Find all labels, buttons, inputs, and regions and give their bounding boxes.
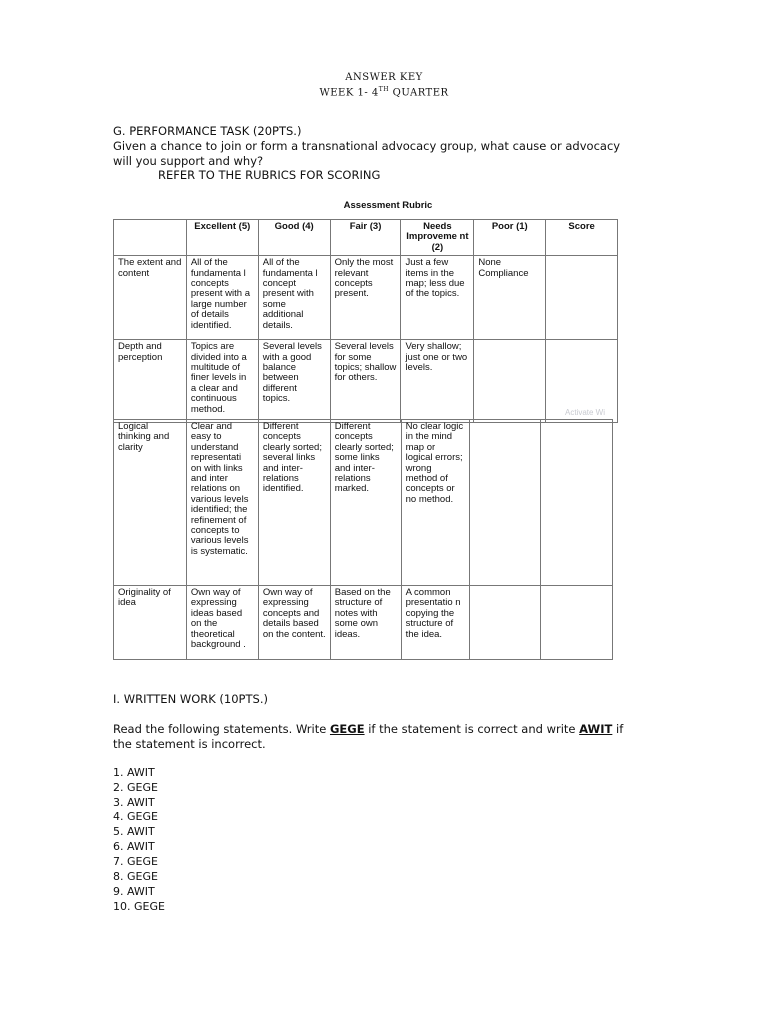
rubric-cell: Just a few items in the map; less due of the topics. <box>401 256 474 340</box>
header-cell-good: Good (4) <box>258 220 330 256</box>
criterion-cell: Depth and perception <box>114 340 187 423</box>
header-cell-poor: Poor (1) <box>474 220 546 256</box>
week-quarter-title <box>0 86 768 98</box>
answer-item: 5. AWIT <box>113 825 155 838</box>
rubric-cell: Several levels for some topics; shallow for others. <box>330 340 401 423</box>
rubric-cell: Topics are divided into a multitude of finer levels in a clear and continuous method. <box>186 340 258 423</box>
answer-item: 7. GEGE <box>113 855 158 868</box>
rubric-cell: Clear and easy to understand representati on with links and inter relations on various levels identified; the refinement of concepts to various levels is systematic. <box>186 420 258 586</box>
rubric-cell: No clear logic in the mind map or logical errors; wrong method of concepts or no method. <box>401 420 469 586</box>
criterion-cell: Logical thinking and clarity <box>114 420 187 586</box>
rubric-cell: Very shallow; just one or two levels. <box>401 340 474 423</box>
answer-item: 2. GEGE <box>113 781 158 794</box>
activate-windows-watermark: Activate Wi <box>565 408 606 417</box>
rubric-cell: A common presentatio n copying the structure of the idea. <box>401 586 469 660</box>
rubric-cell: All of the fundamenta l concept present with some additional details. <box>258 256 330 340</box>
instruction-text: Read the following statements. Write <box>113 722 330 736</box>
criterion-cell: The extent and content <box>114 256 187 340</box>
ordinal-suffix: TH <box>378 86 389 93</box>
header-cell-fair: Fair (3) <box>330 220 401 256</box>
answer-item: 4. GEGE <box>113 810 158 823</box>
score-cell <box>546 256 618 340</box>
rubric-header-row <box>114 220 618 256</box>
header-cell <box>114 220 187 256</box>
header-cell-excellent: Excellent (5) <box>186 220 258 256</box>
instruction-text: if <box>612 722 624 736</box>
answer-item: 3. AWIT <box>113 796 155 809</box>
rubric-row-depth <box>114 340 618 423</box>
rubric-cell: None Compliance <box>474 256 546 340</box>
rubric-row-extent <box>114 256 618 340</box>
performance-question-line1: Given a chance to join or form a transnational advocacy group, what cause or advocacy <box>113 139 621 153</box>
score-cell <box>541 420 613 586</box>
rubric-table-part2 <box>113 419 613 660</box>
header-cell-needs-improvement: Needs Improveme nt (2) <box>401 220 474 256</box>
rubric-cell <box>469 420 541 586</box>
rubric-cell: Based on the structure of notes with some own ideas. <box>330 586 401 660</box>
written-work-heading: I. WRITTEN WORK (10PTS.) <box>113 692 268 706</box>
week-label: WEEK 1- 4 <box>319 87 379 99</box>
answer-item: 1. AWIT <box>113 766 155 779</box>
answer-item: 6. AWIT <box>113 840 155 853</box>
answer-item: 8. GEGE <box>113 870 158 883</box>
written-instruction-line1 <box>113 722 623 736</box>
rubric-cell: All of the fundamenta l concepts present with a large number of details identified. <box>186 256 258 340</box>
keyword-awit: AWIT <box>579 722 613 736</box>
criterion-cell: Originality of idea <box>114 586 187 660</box>
rubric-cell: Different concepts clearly sorted; several links and inter-relations identified. <box>258 420 330 586</box>
rubric-cell: Own way of expressing ideas based on the theoretical background . <box>186 586 258 660</box>
rubric-cell: Own way of expressing concepts and details based on the content. <box>258 586 330 660</box>
refer-rubrics-note: REFER TO THE RUBRICS FOR SCORING <box>158 168 381 182</box>
performance-task-heading: G. PERFORMANCE TASK (20PTS.) <box>113 124 302 138</box>
rubric-cell: Several levels with a good balance between different topics. <box>258 340 330 423</box>
answer-key-title: ANSWER KEY <box>345 72 423 83</box>
rubric-cell: Only the most relevant concepts present. <box>330 256 401 340</box>
rubric-cell: Different concepts clearly sorted; some links and inter-relations marked. <box>330 420 401 586</box>
performance-question-line2: will you support and why? <box>113 154 264 168</box>
rubric-row-originality <box>114 586 613 660</box>
rubric-cell <box>469 586 541 660</box>
rubric-table-part1 <box>113 219 618 423</box>
answer-item: 10. GEGE <box>113 900 165 913</box>
written-instruction-line2: the statement is incorrect. <box>113 737 266 751</box>
rubric-cell <box>474 340 546 423</box>
header-cell-score: Score <box>546 220 618 256</box>
score-cell <box>541 586 613 660</box>
keyword-gege: GEGE <box>329 722 365 736</box>
answer-item: 9. AWIT <box>113 885 155 898</box>
rubric-title: Assessment Rubric <box>343 200 433 211</box>
rubric-row-logical <box>114 420 613 586</box>
quarter-label: QUARTER <box>388 87 449 99</box>
instruction-text: if the statement is correct and write <box>364 722 580 736</box>
